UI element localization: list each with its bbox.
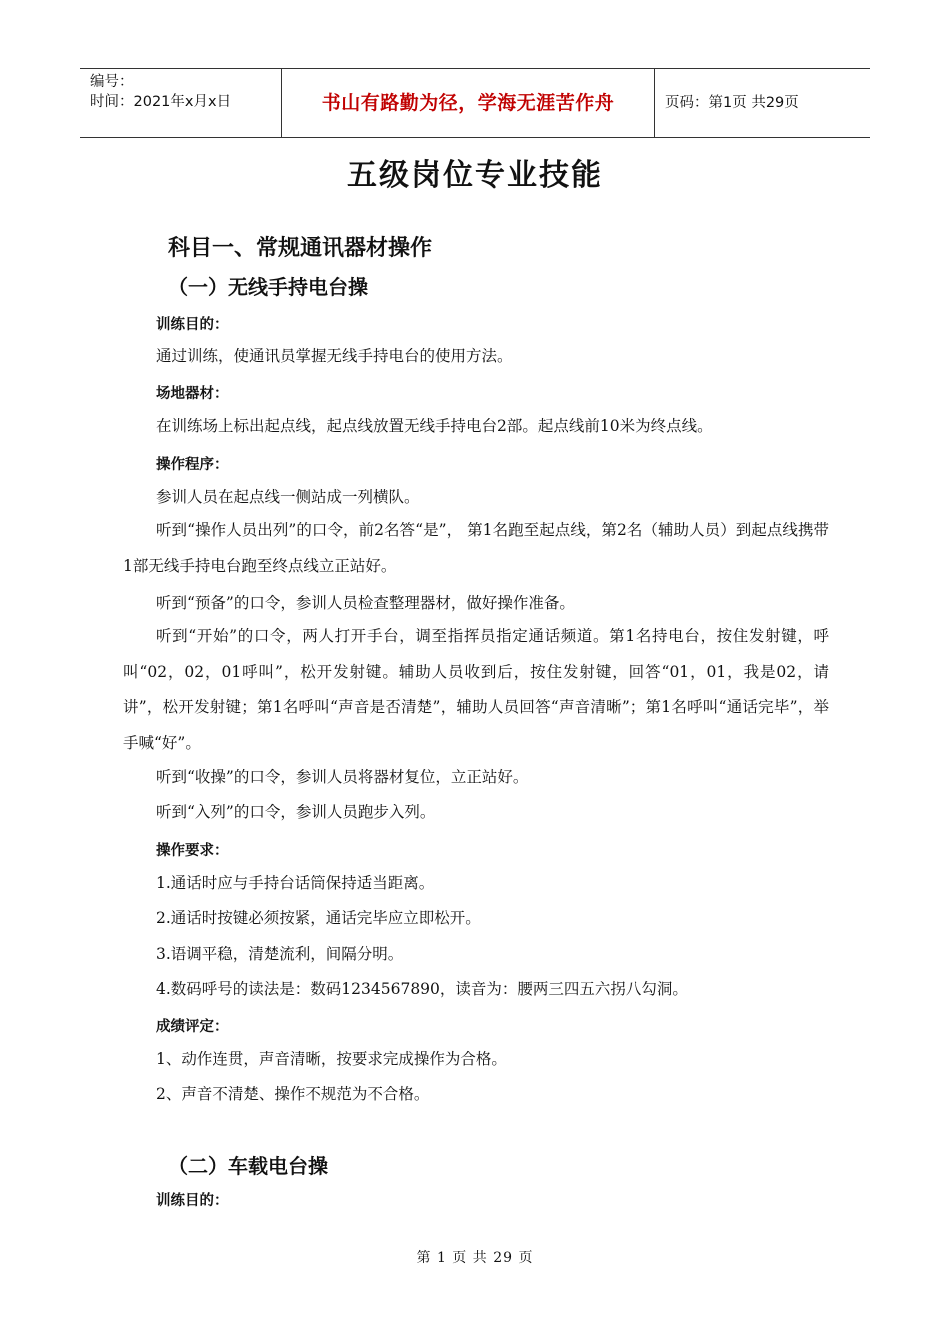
procedure-step: 听到“预备”的口令，参训人员检查整理器材，做好操作准备。 xyxy=(156,594,575,612)
header-meta-cell xyxy=(80,69,282,137)
requirement-item: 3.语调平稳，清楚流利，间隔分明。 xyxy=(156,945,404,963)
requirements-label: 操作要求： xyxy=(156,843,229,859)
requirement-item: 4.数码呼号的读法是：数码1234567890，读音为：腰两三四五六拐八勾洞。 xyxy=(156,980,688,998)
page-footer: 第 1 页 共 29 页 xyxy=(416,1250,534,1266)
equipment-label: 场地器材： xyxy=(156,386,229,402)
procedure-step: 听到“开始”的口令，两人打开手台，调至指挥员指定通话频道。第1名持电台，按住发射键，呼叫“02，02，01呼叫”，松开发射键。辅助人员收到后，按住发射键，回答“01，01，我是02，请讲”，松开发射键；第1名呼叫“声音是否清楚”，辅助人员回答“声音清晰”；第1名呼叫“通话完毕”，举手喊“好”。 xyxy=(123,627,829,753)
grading-label: 成绩评定： xyxy=(156,1019,229,1035)
date-line: 时间：2021年x月x日 xyxy=(90,94,232,110)
section-heading: （二）车载电台操 xyxy=(168,1154,328,1178)
document-title: 五级岗位专业技能 xyxy=(347,158,603,193)
purpose-label: 训练目的： xyxy=(156,317,229,333)
procedure-step: 参训人员在起点线一侧站成一列横队。 xyxy=(156,488,420,506)
header-page-cell xyxy=(655,69,870,137)
page-info: 页码：第1页 共29页 xyxy=(665,95,799,111)
procedure-step: 听到“收操”的口令，参训人员将器材复位，立正站好。 xyxy=(156,768,529,786)
section-heading: （一）无线手持电台操 xyxy=(168,275,368,299)
procedure-step: 听到“入列”的口令，参训人员跑步入列。 xyxy=(156,803,436,821)
equipment-text: 在训练场上标出起点线，起点线放置无线手持电台2部。起点线前10米为终点线。 xyxy=(156,417,713,435)
requirement-item: 1.通话时应与手持台话筒保持适当距离。 xyxy=(156,874,435,892)
procedure-step: 听到“操作人员出列”的口令，前2名答“是”， 第1名跑至起点线，第2名（辅助人员）到起点线携带1部无线手持电台跑至终点线立正站好。 xyxy=(123,521,829,575)
document-header xyxy=(80,68,870,138)
purpose-label: 训练目的： xyxy=(156,1193,229,1209)
grading-item: 1、动作连贯，声音清晰，按要求完成操作为合格。 xyxy=(156,1050,507,1068)
procedure-label: 操作程序： xyxy=(156,457,229,473)
purpose-text: 通过训练，使通讯员掌握无线手持电台的使用方法。 xyxy=(156,347,513,365)
subject-heading: 科目一、常规通讯器材操作 xyxy=(168,236,433,261)
requirement-item: 2.通话时按键必须按紧，通话完毕应立即松开。 xyxy=(156,909,481,927)
serial-number-label: 编号： xyxy=(90,74,134,90)
grading-item: 2、声音不清楚、操作不规范为不合格。 xyxy=(156,1085,430,1103)
motto: 书山有路勤为径，学海无涯苦作舟 xyxy=(321,92,615,114)
header-motto-cell xyxy=(282,69,655,137)
